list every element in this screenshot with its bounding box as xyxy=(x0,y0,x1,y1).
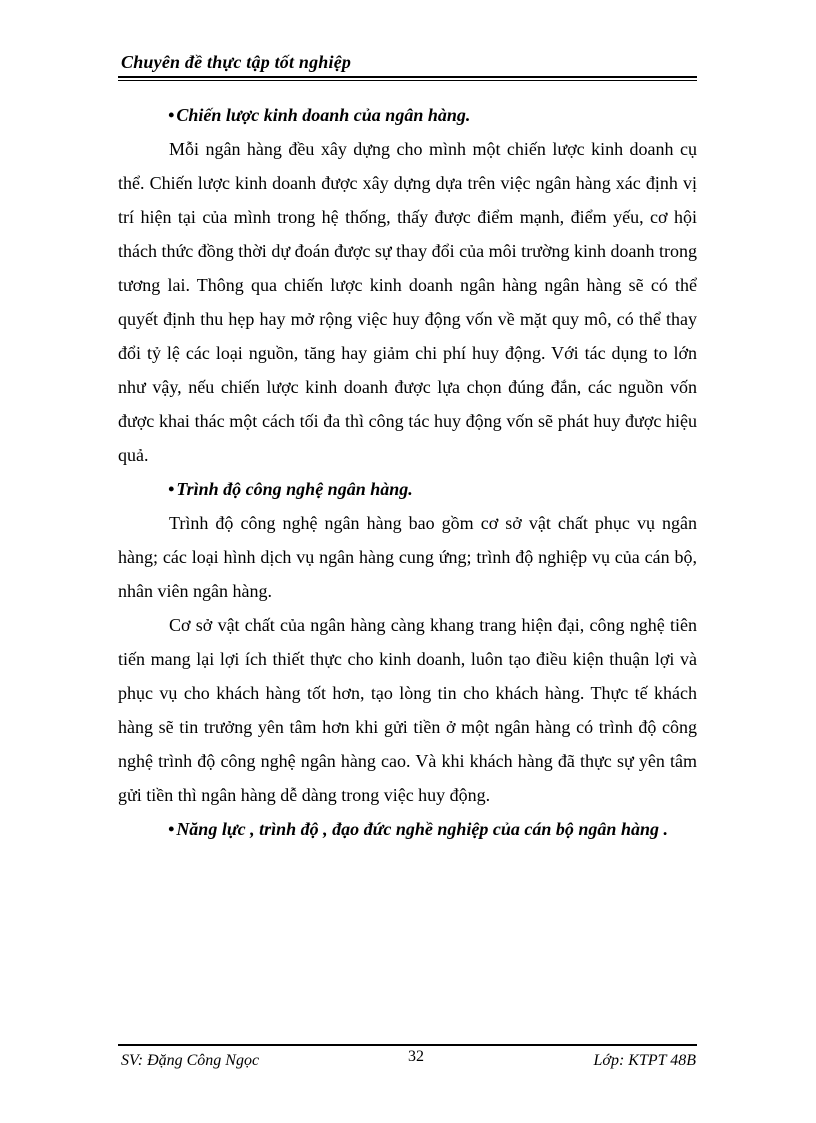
paragraph-technology-2: Cơ sở vật chất của ngân hàng càng khang trang hiện đại, công nghệ tiên tiến mang lại lợi ích thiết thực cho kinh doanh, luôn tạo điều kiện thuận lợi và phục vụ cho khách hàng tốt hơn, tạo lòng tin cho khách hàng. Thực tế khách hàng sẽ tin trưởng yên tâm hơn khi gửi tiền ở một ngân hàng có trình độ công nghệ trình độ công nghệ ngân hàng cao. Và khi khách hàng đã thực sự yên tâm gửi tiền thì ngân hàng dễ dàng trong việc huy động. xyxy=(118,615,697,805)
footer-student-name: SV: Đặng Công Ngọc xyxy=(121,1052,260,1069)
header-rule-thick xyxy=(118,76,697,78)
section-heading-text: Chiến lược kinh doanh của ngân hàng. xyxy=(176,105,471,125)
section-heading-text: Năng lực , trình độ , đạo đức nghề nghiệp của cán bộ ngân hàng . xyxy=(176,819,668,839)
section-heading-text: Trình độ công nghệ ngân hàng. xyxy=(176,479,413,499)
paragraph-technology-1: Trình độ công nghệ ngân hàng bao gồm cơ sở vật chất phục vụ ngân hàng; các loại hình dịch vụ ngân hàng cung ứng; trình độ nghiệp vụ của cán bộ, nhân viên ngân hàng. xyxy=(118,513,697,601)
paragraph-strategy: Mỗi ngân hàng đều xây dựng cho mình một chiến lược kinh doanh cụ thể. Chiến lược kinh doanh được xây dựng dựa trên việc ngân hàng xác định vị trí hiện tại của mình trong hệ thống, thấy được điểm mạnh, điểm yếu, cơ hội thách thức đồng thời dự đoán được sự thay đổi của môi trường kinh doanh trong tương lai. Thông qua chiến lược kinh doanh ngân hàng ngân hàng sẽ có thể quyết định thu hẹp hay mở rộng việc huy động vốn về mặt quy mô, có thể thay đổi tỷ lệ các loại nguồn, tăng hay giảm chi phí huy động. Với tác dụng to lớn như vậy, nếu chiến lược kinh doanh được lựa chọn đúng đắn, các nguồn vốn được khai thác một cách tối đa thì công tác huy động vốn sẽ phát huy được hiệu quả. xyxy=(118,139,697,465)
section-heading-staff xyxy=(118,812,697,846)
section-heading-technology xyxy=(118,472,697,506)
bullet-glyph: • xyxy=(168,819,175,839)
bullet-glyph: • xyxy=(168,479,175,499)
header-title: Chuyên đề thực tập tốt nghiệp xyxy=(121,52,352,72)
footer-rule xyxy=(118,1044,697,1046)
section-heading-strategy xyxy=(118,98,697,132)
bullet-glyph: • xyxy=(168,105,175,125)
document-body xyxy=(118,98,697,846)
footer-class: Lớp: KTPT 48B xyxy=(593,1052,696,1069)
page-number: 32 xyxy=(408,1048,424,1065)
header-rule-thin xyxy=(118,80,697,81)
